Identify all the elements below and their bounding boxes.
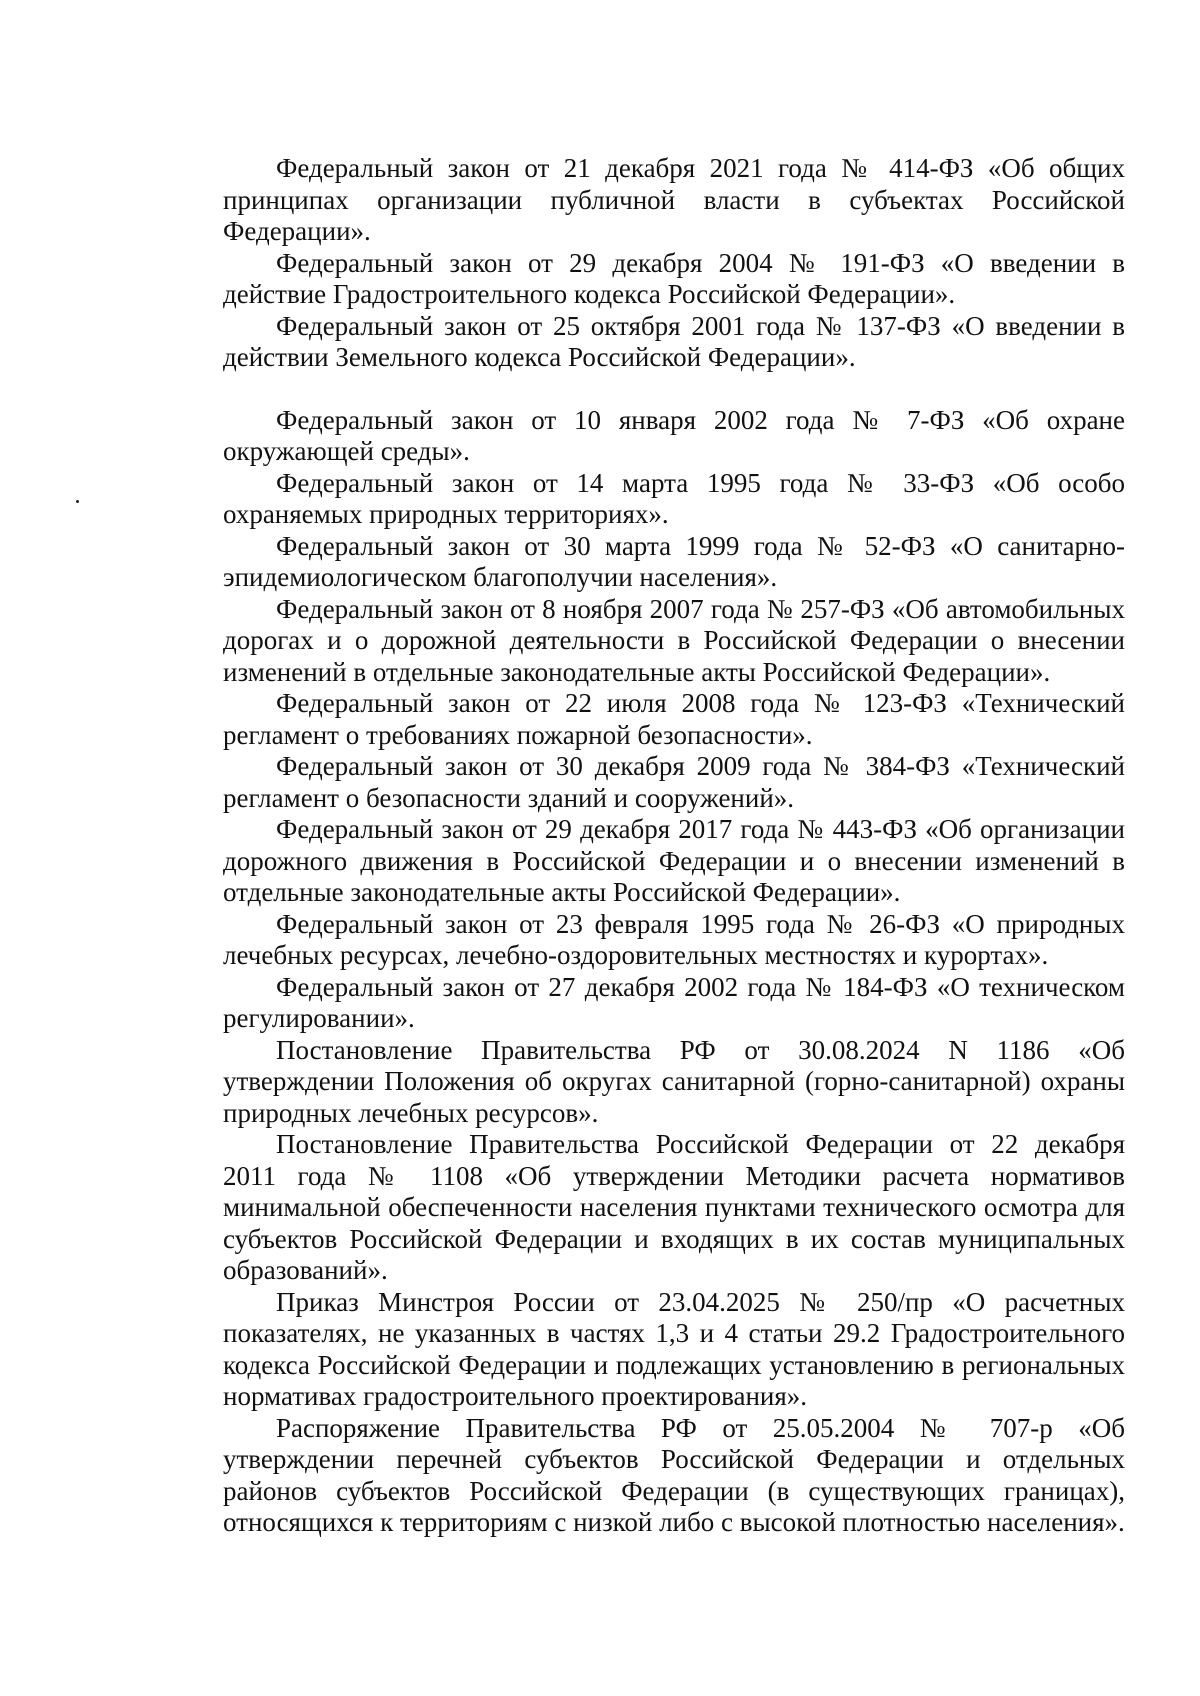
law-paragraph: Федеральный закон от 14 марта 1995 года № 33-ФЗ «Об особо охраняемых природных территориях». bbox=[223, 467, 1125, 529]
law-paragraph: Федеральный закон от 29 декабря 2017 года № 443-ФЗ «Об организации дорожного движения в Российской Федерации и о внесении изменений в отдельные законодательные акты Российской Федерации». bbox=[223, 814, 1125, 907]
order-paragraph: Приказ Минстроя России от 23.04.2025 № 250/пр «О расчетных показателях, не указанных в частях 1,3 и 4 статьи 29.2 Градостроительного кодекса Российской Федерации и подлежащих установлению в региональных нормативах градостроительного проектирования». bbox=[223, 1286, 1125, 1411]
law-paragraph: Федеральный закон от 25 октября 2001 года № 137-ФЗ «О введении в действии Земельного кодекса Российской Федерации». bbox=[223, 310, 1125, 372]
law-paragraph: Федеральный закон от 10 января 2002 года № 7-ФЗ «Об охране окружающей среды». bbox=[223, 404, 1125, 466]
law-paragraph: Федеральный закон от 29 декабря 2004 № 191-ФЗ «О введении в действие Градостроительного кодекса Российской Федерации». bbox=[223, 247, 1125, 309]
law-paragraph: Федеральный закон от 21 декабря 2021 года № 414-ФЗ «Об общих принципах организации публичной власти в субъектах Российской Федерации». bbox=[223, 153, 1125, 246]
law-paragraph: Федеральный закон от 30 декабря 2009 года № 384-ФЗ «Технический регламент о безопасности зданий и сооружений». bbox=[223, 751, 1125, 813]
resolution-paragraph: Постановление Правительства РФ от 30.08.2024 N 1186 «Об утверждении Положения об округах санитарной (горно-санитарной) охраны природных лечебных ресурсов». bbox=[223, 1034, 1125, 1128]
decree-paragraph: Распоряжение Правительства РФ от 25.05.2004 № 707-р «Об утверждении перечней субъектов Российской Федерации и отдельных районов субъектов Российской Федерации (в существующих границах), относящихся к территориям с низкой либо с высокой плотностью населения». bbox=[223, 1412, 1125, 1537]
resolution-paragraph: Постановление Правительства Российской Федерации от 22 декабря 2011 года № 1108 «Об утверждении Методики расчета нормативов минимальной обеспеченности населения пунктами технического осмотра для субъектов Российской Федерации и входящих в их состав муниципальных образований». bbox=[223, 1129, 1125, 1285]
document-body bbox=[223, 153, 1125, 1539]
law-paragraph: Федеральный закон от 22 июля 2008 года № 123-ФЗ «Технический регламент о требованиях пожарной безопасности». bbox=[223, 688, 1125, 750]
law-paragraph: Федеральный закон от 23 февраля 1995 года № 26-ФЗ «О природных лечебных ресурсах, лечебно-оздоровительных местностях и курортах». bbox=[223, 908, 1125, 970]
law-paragraph: Федеральный закон от 30 марта 1999 года № 52-ФЗ «О санитарно-эпидемиологическом благополучии населения». bbox=[223, 530, 1125, 592]
law-paragraph: Федеральный закон от 27 декабря 2002 года № 184-ФЗ «О техническом регулировании». bbox=[223, 971, 1125, 1033]
scan-speck bbox=[76, 500, 79, 503]
law-paragraph: Федеральный закон от 8 ноября 2007 года № 257-ФЗ «Об автомобильных дорогах и о дорожной деятельности в Российской Федерации о внесении изменений в отдельные законодательные акты Российской Федерации». bbox=[223, 593, 1125, 687]
